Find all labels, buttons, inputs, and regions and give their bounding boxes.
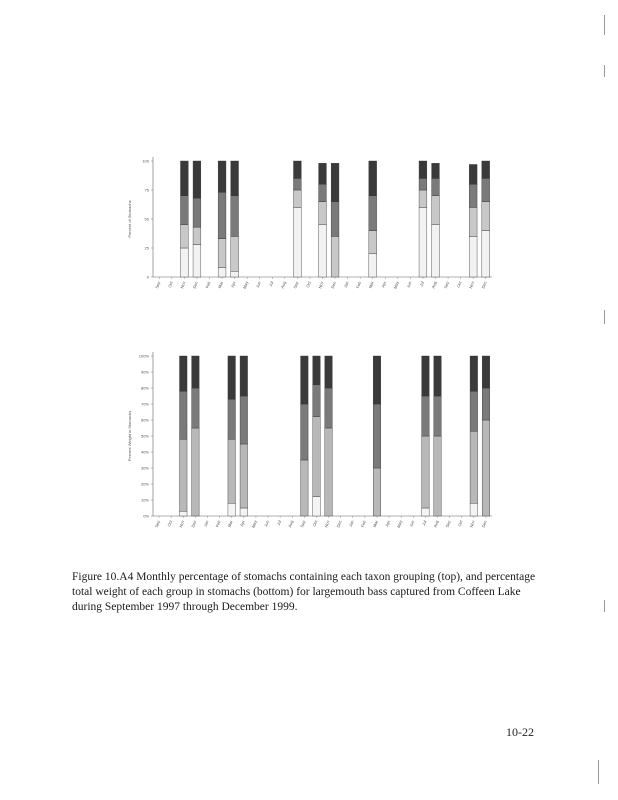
x-tick-label: Sep — [299, 519, 307, 529]
x-tick-label: May — [250, 519, 258, 529]
bar-segment — [419, 190, 427, 207]
bar-segment — [228, 356, 236, 399]
bar-segment — [180, 356, 188, 391]
x-tick-label: Jan — [342, 280, 350, 289]
x-tick-label: Jul — [420, 519, 428, 527]
bar-segment — [422, 508, 430, 516]
bar-segment — [419, 161, 427, 178]
x-tick-label: Nov — [317, 280, 325, 290]
x-tick-label: Feb — [359, 519, 367, 528]
x-tick-label: Aug — [287, 519, 295, 529]
bar-segment — [369, 254, 377, 277]
bar-segment — [331, 236, 339, 277]
x-tick-label: Dec — [329, 280, 337, 290]
bar-segment — [301, 460, 309, 516]
x-tick-label: Jan — [347, 519, 355, 528]
bar-segment — [470, 503, 478, 516]
bar-segment — [218, 239, 226, 268]
bar-segment — [313, 385, 321, 417]
bar-segment — [325, 356, 333, 388]
scan-edge-mark — [604, 310, 605, 324]
y-tick-label: 10% — [140, 497, 149, 503]
bar-segment — [231, 271, 239, 277]
y-tick-label: 20% — [140, 481, 149, 487]
bar-segment — [293, 207, 301, 277]
bar-segment — [422, 436, 430, 508]
bar-segment — [331, 163, 339, 201]
x-tick-label: Oct — [456, 519, 464, 528]
bar-segment — [313, 356, 321, 385]
bar-segment — [231, 236, 239, 271]
x-tick-label: Feb — [214, 519, 222, 528]
bar-segment — [193, 245, 201, 277]
x-tick-label: Sep — [153, 519, 161, 529]
bar-segment — [293, 190, 301, 207]
y-tick-label: 30% — [140, 465, 149, 471]
bar-segment — [180, 511, 188, 516]
x-tick-label: Jul — [275, 519, 283, 527]
bar-segment — [293, 161, 301, 178]
bar-segment — [434, 436, 442, 516]
y-tick-label: 100% — [138, 353, 149, 359]
bar-segment — [469, 164, 477, 184]
bar-segment — [192, 356, 200, 388]
page-number: 10-22 — [506, 725, 534, 739]
x-tick-label: Sep — [292, 280, 300, 290]
bar-segment — [432, 178, 440, 195]
bar-segment — [482, 420, 490, 516]
x-tick-label: Oct — [311, 519, 319, 528]
bar-segment — [193, 161, 201, 198]
top-chart-stomach-percent — [127, 157, 492, 289]
x-tick-label: Dec — [480, 519, 488, 529]
bar-segment — [373, 356, 381, 404]
bar-segment — [369, 161, 377, 196]
x-tick-label: Sep — [442, 280, 450, 290]
bar-segment — [180, 225, 188, 248]
x-tick-label: Mar — [226, 519, 234, 528]
x-tick-label: Sep — [444, 519, 452, 529]
bar-segment — [434, 396, 442, 436]
x-tick-label: Jul — [267, 280, 275, 288]
y-tick-label: 50 — [144, 216, 149, 222]
x-tick-label: Dec — [335, 519, 343, 529]
bar-segment — [482, 231, 490, 277]
bar-segment — [301, 404, 309, 460]
x-tick-label: Aug — [432, 519, 440, 529]
y-tick-label: 80% — [140, 385, 149, 391]
bar-segment — [482, 178, 490, 201]
y-tick-label: 50% — [140, 433, 149, 439]
bar-segment — [240, 508, 248, 516]
x-tick-label: Apr — [380, 280, 388, 289]
y-tick-label: 75 — [144, 187, 149, 193]
bar-segment — [180, 161, 188, 196]
bar-segment — [218, 192, 226, 238]
x-tick-label: Nov — [468, 519, 476, 529]
bar-segment — [231, 196, 239, 237]
bar-segment — [180, 439, 188, 511]
bar-segment — [301, 356, 309, 404]
bar-segment — [313, 497, 321, 516]
bar-segment — [369, 196, 377, 231]
bar-segment — [218, 268, 226, 277]
bar-segment — [482, 388, 490, 420]
y-tick-label: 100 — [142, 158, 149, 164]
bar-segment — [373, 404, 381, 468]
bar-segment — [469, 236, 477, 277]
x-tick-label: May — [392, 280, 400, 290]
x-tick-label: Mar — [367, 280, 375, 289]
x-tick-label: Feb — [355, 280, 363, 289]
x-tick-label: Nov — [179, 280, 187, 290]
bar-segment — [228, 439, 236, 503]
y-axis-title: Percent Weight in Stomachs — [127, 410, 132, 462]
bar-segment — [331, 202, 339, 237]
y-tick-label: 0 — [146, 274, 149, 280]
bar-segment — [419, 178, 427, 190]
y-tick-label: 70% — [140, 401, 149, 407]
x-tick-label: Aug — [279, 280, 287, 290]
scan-edge-mark — [604, 15, 605, 35]
x-tick-label: Jun — [405, 280, 413, 289]
bar-segment — [218, 161, 226, 192]
x-tick-label: Oct — [166, 519, 174, 528]
scan-edge-mark — [604, 600, 605, 612]
bar-segment — [482, 161, 490, 178]
x-tick-label: Jun — [254, 280, 262, 289]
bar-segment — [193, 198, 201, 227]
x-tick-label: Dec — [480, 280, 488, 290]
x-tick-label: Nov — [178, 519, 186, 529]
x-tick-label: Jan — [202, 519, 210, 528]
bar-segment — [193, 227, 201, 244]
bar-segment — [422, 396, 430, 436]
bar-segment — [432, 163, 440, 178]
bar-segment — [432, 196, 440, 225]
bar-segment — [180, 391, 188, 439]
y-tick-label: 60% — [140, 417, 149, 423]
bar-segment — [319, 163, 327, 184]
scan-edge-mark — [598, 760, 599, 784]
bar-segment — [419, 207, 427, 277]
x-tick-label: Nov — [323, 519, 331, 529]
x-tick-label: Oct — [305, 280, 312, 289]
bar-segment — [192, 388, 200, 428]
x-tick-label: Dec — [191, 280, 199, 290]
y-axis-title: Percent of Stomachs — [127, 200, 132, 238]
x-tick-label: Aug — [430, 280, 438, 290]
bar-segment — [482, 202, 490, 231]
bar-segment — [319, 225, 327, 277]
bar-segment — [240, 444, 248, 508]
bottom-chart-weight-percent — [127, 352, 492, 528]
bar-segment — [293, 178, 301, 190]
bar-segment — [482, 356, 490, 388]
y-tick-label: 40% — [140, 449, 149, 455]
x-tick-label: Feb — [204, 280, 212, 289]
bar-segment — [192, 428, 200, 516]
bar-segment — [325, 428, 333, 516]
x-tick-label: May — [241, 280, 250, 290]
x-tick-label: Oct — [455, 280, 463, 289]
bar-segment — [470, 391, 478, 431]
figure-caption: Figure 10.A4 Monthly percentage of stomachs containing each taxon grouping (top), and percentage total weight of each group in stomachs (bottom) for largemouth bass captured from Coffeen Lake during September 1997 through December 1999. — [72, 571, 536, 613]
x-tick-label: Sep — [154, 280, 162, 290]
bar-segment — [325, 388, 333, 428]
x-tick-label: Apr — [384, 519, 392, 528]
bar-segment — [470, 356, 478, 391]
x-tick-label: Dec — [190, 519, 198, 529]
bar-segment — [180, 248, 188, 277]
bar-segment — [231, 161, 239, 196]
x-tick-label: Jul — [418, 280, 425, 288]
x-tick-label: Nov — [467, 280, 476, 290]
bar-segment — [240, 396, 248, 444]
bar-segment — [369, 231, 377, 254]
bar-segment — [469, 184, 477, 207]
bar-segment — [319, 184, 327, 201]
x-tick-label: Jun — [408, 519, 416, 528]
x-tick-label: Mar — [216, 280, 224, 289]
bar-segment — [180, 196, 188, 225]
bar-segment — [228, 399, 236, 439]
x-tick-label: Apr — [238, 519, 246, 528]
y-tick-label: 25 — [144, 245, 149, 251]
bar-segment — [240, 356, 248, 396]
y-tick-label: 90% — [140, 369, 149, 375]
bar-segment — [422, 356, 430, 396]
bar-segment — [432, 225, 440, 277]
bar-segment — [319, 202, 327, 225]
x-tick-label: Apr — [229, 280, 237, 289]
x-tick-label: Mar — [371, 519, 379, 528]
bar-segment — [469, 207, 477, 236]
x-tick-label: Jun — [263, 519, 270, 528]
x-tick-label: Oct — [166, 280, 174, 289]
x-tick-label: May — [395, 519, 404, 529]
bar-segment — [313, 417, 321, 497]
bar-segment — [228, 503, 236, 516]
scan-edge-mark — [604, 65, 605, 77]
bar-segment — [434, 356, 442, 396]
bar-segment — [373, 468, 381, 516]
y-tick-label: 0% — [143, 513, 149, 519]
bar-segment — [470, 431, 478, 503]
